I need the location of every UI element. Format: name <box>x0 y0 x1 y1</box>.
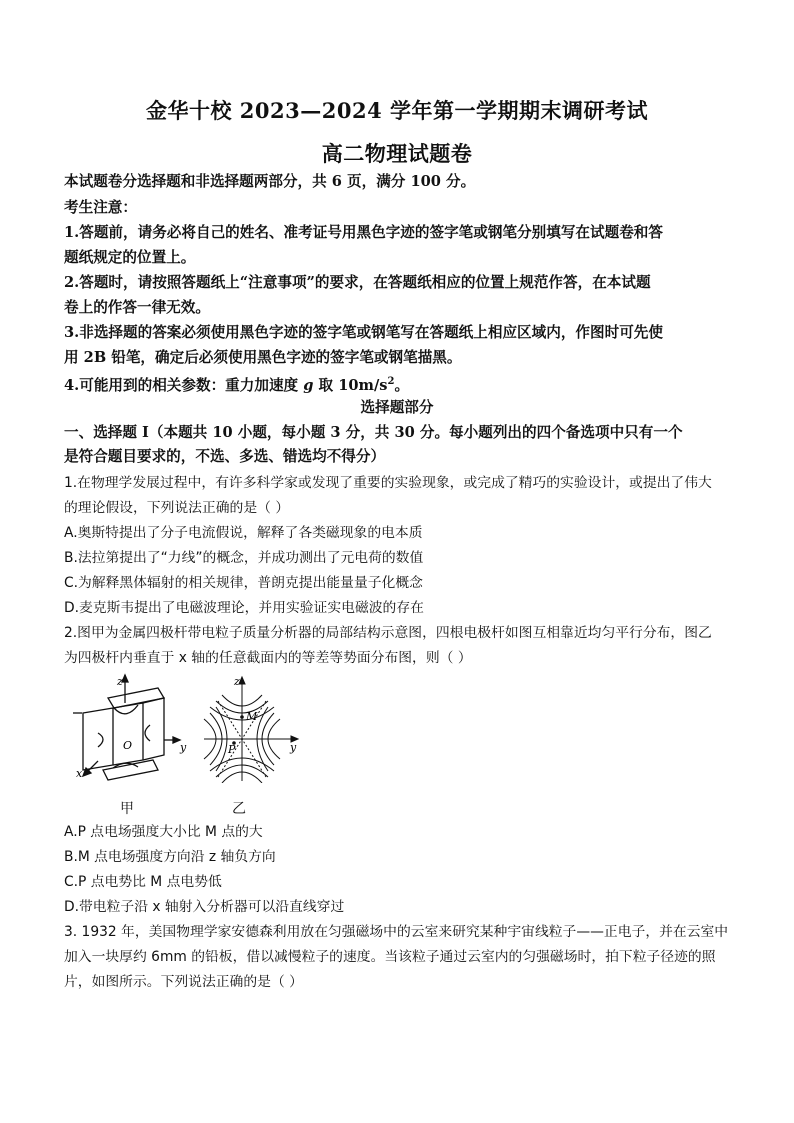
z-axis-arrow <box>239 677 245 684</box>
note4-prefix: 4.可能用到的相关参数：重力加速度 <box>64 376 304 394</box>
note-line: 卷上的作答一律无效。 <box>64 299 210 316</box>
left-rod <box>83 708 113 770</box>
jia-label-z: z <box>117 675 123 688</box>
note-line: 用 2B 铅笔，确定后必须使用黑色字迹的签字笔或钢笔描黑。 <box>64 349 462 366</box>
note4-middle: 取 10m/s <box>313 376 388 394</box>
z-axis-arrow <box>122 675 128 682</box>
q1-option-b: B.法拉第提出了“力线”的概念，并成功测出了元电荷的数值 <box>64 550 424 566</box>
q2-option-c: C.P 点电势比 M 点电势低 <box>64 874 222 890</box>
top-rod <box>108 688 164 708</box>
note-line: 1.答题前，请务必将自己的姓名、准考证号用黑色字迹的签字笔或钢笔分别填写在试题卷和答 <box>64 224 663 241</box>
bottom-rod <box>103 760 158 780</box>
figure-jia <box>68 673 192 793</box>
intro-summary: 本试题卷分选择题和非选择题两部分，共 6 页，满分 100 分。 <box>64 173 476 190</box>
q3-stem: 3. 1932 年，美国物理学家安德森利用放在匀强磁场中的云室来研究某种宇宙线粒子——正电子，并在云室中 <box>64 924 729 940</box>
jia-label-origin: O <box>123 739 133 752</box>
yi-label-p: P <box>228 743 236 756</box>
paper-subtitle: 高二物理试题卷 <box>321 141 473 166</box>
figure-caption-jia: 甲 <box>120 801 134 817</box>
note-line: 3.非选择题的答案必须使用黑色字迹的签字笔或钢笔写在答题纸上相应区域内，作图时可先使 <box>64 324 663 341</box>
figure-yi <box>200 673 300 783</box>
figure-caption-yi: 乙 <box>232 801 246 817</box>
q3-stem: 片，如图所示。下列说法正确的是（ ） <box>64 974 303 990</box>
point-m-dot <box>240 715 244 719</box>
jia-label-x: x <box>76 767 83 780</box>
q2-option-a: A.P 点电场强度大小比 M 点的大 <box>64 824 263 840</box>
part1-instructions: 是符合题目要求的，不选、多选、错选均不得分） <box>64 448 386 465</box>
note4-sup: 2 <box>387 376 395 387</box>
note-line-4 <box>64 372 734 396</box>
q1-option-a: A.奥斯特提出了分子电流假说，解释了各类磁现象的电本质 <box>64 525 423 541</box>
jia-label-y: y <box>180 741 187 754</box>
part1-instructions: 一、选择题 I（本题共 10 小题，每小题 3 分，共 30 分。每小题列出的四个备选项中只有一个 <box>64 424 683 441</box>
q3-stem: 加入一块厚约 6mm 的铅板，借以减慢粒子的速度。当该粒子通过云室内的匀强磁场时，拍下粒子径迹的照 <box>64 949 716 965</box>
rod-face-right <box>145 725 150 741</box>
note4-suffix: 。 <box>394 376 410 394</box>
q1-option-d: D.麦克斯韦提出了电磁波理论，并用实验证实电磁波的存在 <box>64 600 424 616</box>
q1-stem: 的理论假设，下列说法正确的是（ ） <box>64 500 290 516</box>
y-axis-arrow <box>173 737 180 743</box>
note-line: 题纸规定的位置上。 <box>64 249 196 266</box>
yi-label-z: z <box>234 675 240 688</box>
q1-option-c: C.为解释黑体辐射的相关规律，普朗克提出能量量子化概念 <box>64 575 423 591</box>
q2-stem: 为四极杆内垂直于 x 轴的任意截面内的等差等势面分布图，则（ ） <box>64 650 472 666</box>
exam-title: 金华十校 2023—2024 学年第一学期期末调研考试 <box>145 98 648 123</box>
rod-face-left <box>98 733 103 747</box>
yi-label-y: y <box>290 741 297 754</box>
q2-stem: 2.图甲为金属四极杆带电粒子质量分析器的局部结构示意图，四根电极杆如图互相靠近均匀平行分布，图乙 <box>64 625 712 641</box>
note-line: 2.答题时，请按照答题纸上“注意事项”的要求，在答题纸相应的位置上规范作答，在本试题 <box>64 274 651 291</box>
note4-var: g <box>303 376 314 394</box>
section-heading: 选择题部分 <box>360 399 434 416</box>
front-rod <box>113 703 143 765</box>
q2-option-b: B.M 点电场强度方向沿 z 轴负方向 <box>64 849 276 865</box>
q2-option-d: D.带电粒子沿 x 轴射入分析器可以沿直线穿过 <box>64 899 345 915</box>
yi-label-m: M <box>246 710 258 723</box>
q1-stem: 1.在物理学发展过程中，有许多科学家或发现了重要的实验现象，或完成了精巧的实验设计，或提出了伟大 <box>64 475 712 491</box>
notice-heading: 考生注意： <box>64 199 137 216</box>
